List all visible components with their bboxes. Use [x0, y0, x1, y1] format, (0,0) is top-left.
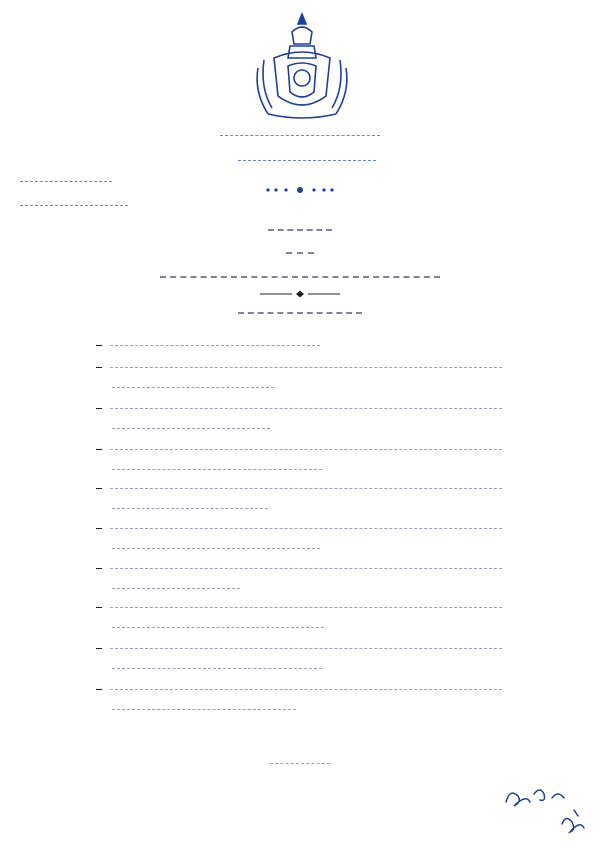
list-item-line: [110, 449, 502, 450]
list-item-line: [110, 607, 502, 608]
list-bullet: [96, 528, 102, 529]
issuing-authority: [20, 181, 112, 182]
decorative-divider-icon: [258, 290, 342, 298]
list-item-line: [110, 408, 502, 409]
list-item-line: [110, 568, 502, 569]
subject-title: [160, 276, 440, 278]
list-item-line: [112, 508, 268, 509]
royal-coat-of-arms-icon: [252, 10, 352, 122]
list-item-line: [112, 387, 274, 388]
list-bullet: [96, 648, 102, 649]
list-item-line: [112, 428, 270, 429]
subject-label: [286, 252, 314, 254]
list-item-line: [110, 648, 502, 649]
list-item-line: [110, 345, 320, 346]
list-item-line: [112, 709, 296, 710]
handwritten-initials-icon: [500, 780, 590, 840]
section-heading: [238, 312, 362, 314]
list-item-line: [112, 469, 322, 470]
list-bullet: [96, 568, 102, 569]
list-item-line: [110, 367, 502, 368]
kingdom-title: [220, 135, 380, 136]
page-number: [270, 763, 330, 764]
list-item-line: [110, 689, 502, 690]
list-bullet: [96, 689, 102, 690]
document-type: [268, 229, 332, 231]
list-item-line: [112, 668, 322, 669]
list-item-line: [112, 588, 240, 589]
list-bullet: [96, 488, 102, 489]
list-item-line: [110, 488, 502, 489]
list-bullet: [96, 449, 102, 450]
list-bullet: [96, 408, 102, 409]
document-number: [20, 205, 128, 206]
list-item-line: [112, 548, 320, 549]
list-item-line: [112, 627, 324, 628]
list-item-line: [110, 528, 502, 529]
list-bullet: [96, 345, 102, 346]
ornamental-divider-icon: [262, 185, 338, 195]
national-motto: [238, 160, 376, 161]
list-bullet: [96, 607, 102, 608]
list-bullet: [96, 367, 102, 368]
